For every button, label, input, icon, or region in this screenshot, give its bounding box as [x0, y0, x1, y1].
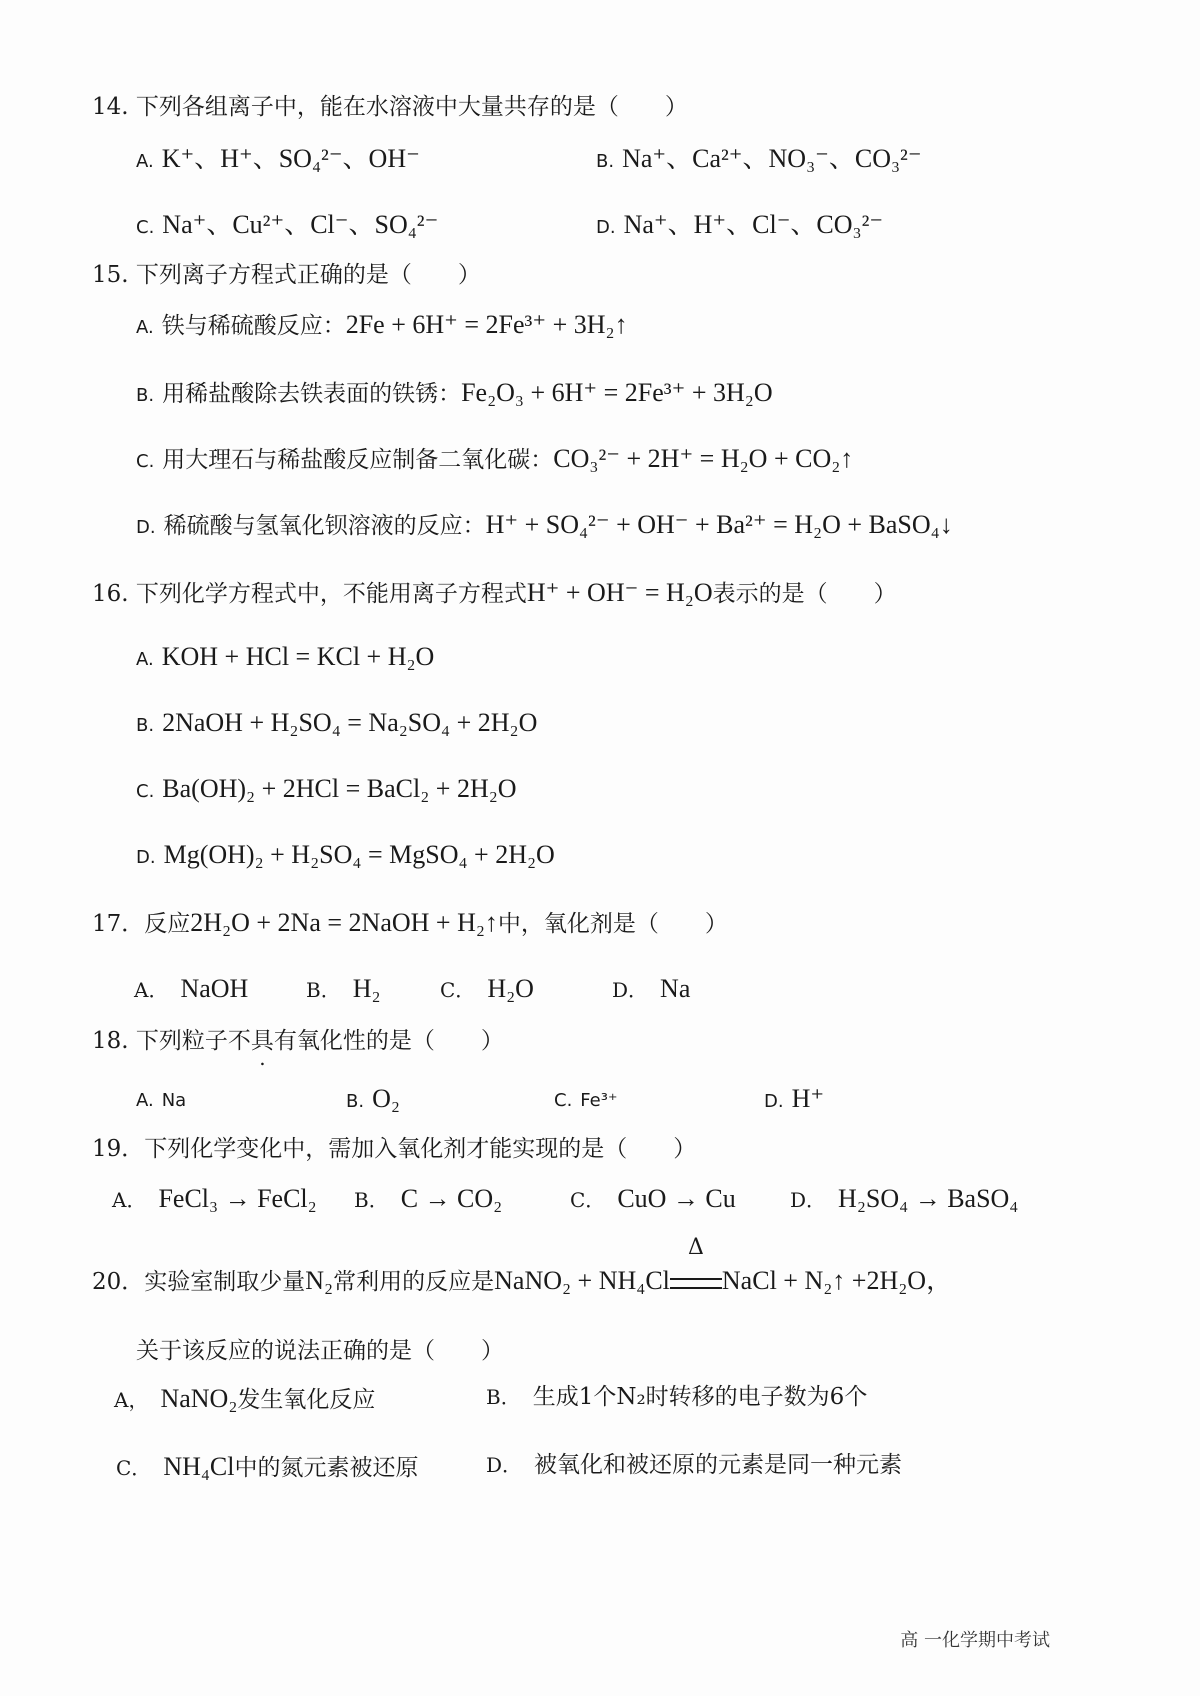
q17-option-d: D． Na — [612, 974, 691, 1003]
heating-condition — [670, 1235, 722, 1294]
q17-option-c: C． H₂O — [440, 974, 534, 1003]
q15-option-c: C. 用大理石与稀盐酸反应制备二氧化碳：CO₃²⁻ + 2H⁺ = H₂O + CO₂↑ — [136, 444, 854, 473]
delta-symbol: Δ — [687, 1235, 704, 1260]
page-footer: 高 一化学期中考试 — [900, 1630, 1050, 1651]
q15-option-b: B. 用稀盐酸除去铁表面的铁锈：Fe₂O₃ + 6H⁺ = 2Fe³⁺ + 3H₂O — [136, 378, 773, 407]
q14-stem: 14. 下列各组离子中，能在水溶液中大量共存的是（ ） — [92, 94, 688, 120]
q18-option-c: C. Fe³⁺ — [554, 1090, 618, 1111]
emphasis-dots: 不具有 — [227, 1028, 297, 1054]
q18-stem: 18. 下列粒子不具有氧化性的是（ ） — [92, 1028, 504, 1054]
q16-stem: 16. 下列化学方程式中，不能用离子方程式H⁺ + OH⁻ = H₂O表示的是（ ） — [92, 578, 897, 607]
q17-stem: 17．反应2H₂O + 2Na = 2NaOH + H₂↑中，氧化剂是（ ） — [92, 908, 728, 937]
q14-option-c: C. Na⁺、Cu²⁺、Cl⁻、SO₄²⁻ — [136, 210, 439, 239]
q15-option-d: D. 稀硫酸与氢氧化钡溶液的反应：H⁺ + SO₄²⁻ + OH⁻ + Ba²⁺ = H₂O + BaSO₄↓ — [136, 510, 953, 539]
q14-option-d: D. Na⁺、H⁺、Cl⁻、CO₃²⁻ — [596, 210, 884, 239]
q16-option-d: D. Mg(OH)₂ + H₂SO₄ = MgSO₄ + 2H₂O — [136, 840, 555, 869]
q18-option-a: A. Na — [136, 1090, 187, 1111]
q20-option-c: C． NH₄Cl中的氮元素被还原 — [116, 1452, 419, 1481]
q20-stem-2: 关于该反应的说法正确的是（ ） — [136, 1338, 504, 1364]
q18-option-b: B. O₂ — [346, 1084, 400, 1113]
q19-option-d: D． H₂SO₄ → BaSO₄ — [790, 1184, 1019, 1213]
q17-option-b: B． H₂ — [306, 974, 381, 1003]
q19-option-b: B． C → CO₂ — [354, 1184, 503, 1213]
q20-stem: 20．实验室制取少量N₂常利用的反应是NaNO₂ + NH₄Cl Δ NaCl + N₂↑ +2H₂O， — [92, 1235, 953, 1295]
q20-option-d: D． 被氧化和被还原的元素是同一种元素 — [486, 1452, 903, 1478]
q14-option-a: A. K⁺、H⁺、SO₄²⁻、OH⁻ — [136, 144, 420, 173]
q17-option-a: A． NaOH — [134, 974, 249, 1003]
q19-option-a: A． FeCl₃ → FeCl₂ — [112, 1184, 317, 1213]
q15-stem: 15. 下列离子方程式正确的是（ ） — [92, 262, 481, 288]
q18-option-d: D. H⁺ — [764, 1084, 825, 1113]
q16-option-a: A. KOH + HCl = KCl + H₂O — [136, 642, 435, 671]
q15-option-a: A. 铁与稀硫酸反应：2Fe + 6H⁺ = 2Fe³⁺ + 3H₂↑ — [136, 310, 628, 339]
q19-stem: 19．下列化学变化中，需加入氧化剂才能实现的是（ ） — [92, 1136, 697, 1162]
q20-option-b: B． 生成1个N₂时转移的电子数为6个 — [486, 1384, 868, 1410]
q16-option-c: C. Ba(OH)₂ + 2HCl = BaCl₂ + 2H₂O — [136, 774, 517, 803]
double-line-equals — [670, 1278, 722, 1289]
q19-option-c: C． CuO → Cu — [570, 1184, 736, 1213]
q16-option-b: B. 2NaOH + H₂SO₄ = Na₂SO₄ + 2H₂O — [136, 708, 538, 737]
q20-option-a: A， NaNO₂发生氧化反应 — [114, 1384, 376, 1413]
q14-option-b: B. Na⁺、Ca²⁺、NO₃⁻、CO₃²⁻ — [596, 144, 922, 173]
